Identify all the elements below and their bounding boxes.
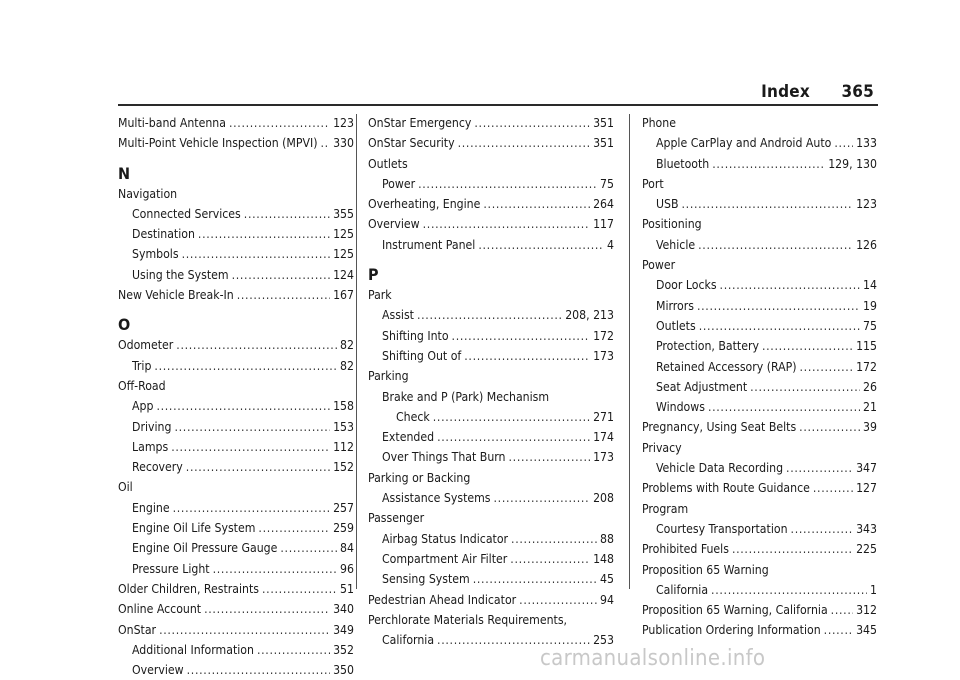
index-entry: [118, 417, 354, 437]
index-entry: [642, 336, 877, 356]
index-entry-label: Courtesy Transportation: [656, 521, 788, 536]
index-entry-label: Additional Information: [132, 642, 254, 657]
index-entry-label: Multi-Point Vehicle Inspection (MPVI): [118, 136, 318, 151]
index-entry-label: Compartment Air Filter: [382, 551, 508, 566]
dot-leader: [831, 600, 853, 620]
index-entry-label: Prohibited Fuels: [642, 542, 729, 557]
index-entry-label: Instrument Panel: [382, 237, 476, 252]
index-entry: [118, 437, 354, 457]
index-heading: Program: [642, 501, 689, 516]
index-heading: Positioning: [642, 217, 702, 232]
index-entry: [368, 488, 614, 508]
index-entry-label: Pedestrian Ahead Indicator: [368, 592, 517, 607]
dot-leader: [257, 640, 330, 660]
index-entry-label: USB: [656, 197, 679, 212]
dot-leader: [198, 224, 330, 244]
dot-leader: [417, 305, 562, 325]
dot-leader: [244, 204, 330, 224]
index-entry-page: 82: [340, 338, 354, 353]
index-entry-label: Shifting Out of: [382, 348, 462, 363]
dot-leader: [433, 407, 590, 427]
dot-leader: [437, 427, 590, 447]
index-entry: [118, 396, 354, 416]
index-entry: [642, 620, 877, 640]
index-entry-label: California: [656, 582, 709, 597]
index-entry: [118, 498, 354, 518]
index-entry-label: Lamps: [132, 439, 169, 454]
dot-leader: [720, 275, 861, 295]
index-entry-page: 45: [600, 572, 614, 587]
index-entry-page: 264: [593, 197, 614, 212]
index-entry-page: 75: [863, 318, 877, 333]
dot-leader: [173, 498, 330, 518]
dot-leader: [786, 458, 853, 478]
index-entry: [642, 316, 877, 336]
index-entry-page: 173: [593, 450, 614, 465]
index-entry-label: Assist: [382, 308, 414, 323]
index-entry-label: Using the System: [132, 267, 229, 282]
dot-leader: [182, 244, 331, 264]
index-entry: [368, 326, 614, 346]
index-heading: Perchlorate Materials Requirements,: [368, 612, 568, 627]
index-entry-label: Apple CarPlay and Android Auto: [656, 136, 832, 151]
index-entry: [118, 660, 354, 680]
dot-leader: [791, 519, 854, 539]
index-entry-page: 84: [340, 541, 354, 556]
index-entry: [642, 539, 877, 559]
index-entry: [642, 478, 877, 498]
index-entry-label: Airbag Status Indicator: [382, 531, 509, 546]
index-entry-page: 94: [600, 592, 614, 607]
index-entry: [118, 224, 354, 244]
index-entry-label: Extended: [382, 430, 435, 445]
index-entry: [118, 457, 354, 477]
index-entry-page: 350: [333, 663, 354, 678]
index-entry: [118, 559, 354, 579]
index-entry-label: Proposition 65 Warning, California: [642, 603, 828, 618]
header-rule: [118, 104, 878, 106]
index-entry-label: Symbols: [132, 247, 179, 262]
index-entry: [368, 529, 614, 549]
index-entry-label: Outlets: [656, 318, 696, 333]
dot-leader: [824, 620, 853, 640]
dot-leader: [494, 488, 591, 508]
index-entry: [118, 518, 354, 538]
index-entry: [368, 305, 614, 325]
index-entry-page: 312: [856, 603, 877, 618]
index-entry-page: 123: [856, 197, 877, 212]
index-heading: Navigation: [118, 186, 178, 201]
index-entry-page: 125: [333, 227, 354, 242]
index-entry-page: 117: [593, 217, 614, 232]
index-entry-page: 127: [856, 481, 877, 496]
index-heading: Phone: [642, 116, 676, 130]
dot-leader: [171, 437, 330, 457]
index-entry-page: 345: [856, 623, 877, 638]
index-entry-page: 172: [593, 328, 614, 343]
index-entry-page: 349: [333, 622, 354, 637]
dot-leader: [712, 154, 825, 174]
index-entry-page: 343: [856, 521, 877, 536]
index-entry: [642, 519, 877, 539]
index-entry-page: 173: [593, 348, 614, 363]
index-entry-page: 153: [333, 419, 354, 434]
index-entry-page: 82: [340, 358, 354, 373]
index-entry-label: Mirrors: [656, 298, 694, 313]
index-entry: [642, 275, 877, 295]
index-entry-label: Overview: [132, 663, 184, 678]
index-entry: [368, 194, 614, 214]
index-entry: [642, 600, 877, 620]
index-entry-page: 39: [863, 420, 877, 435]
index-entry: [118, 579, 354, 599]
dot-leader: [708, 397, 860, 417]
index-heading: Brake and P (Park) Mechanism: [382, 389, 550, 404]
index-entry-page: 351: [593, 136, 614, 151]
dot-leader: [750, 377, 860, 397]
index-entry-page: 152: [333, 460, 354, 475]
dot-leader: [213, 559, 337, 579]
index-entry: [118, 335, 354, 355]
dot-leader: [473, 569, 597, 589]
dot-leader: [813, 478, 853, 498]
index-heading: Privacy: [642, 440, 682, 455]
index-entry-label: Connected Services: [132, 206, 241, 221]
dot-leader: [458, 133, 590, 153]
dot-leader: [237, 285, 330, 305]
index-entry-page: 26: [863, 379, 877, 394]
dot-leader: [204, 599, 330, 619]
index-entry-page: 19: [863, 298, 877, 313]
index-entry-label: Bluetooth: [656, 156, 710, 171]
index-column-1: [118, 113, 354, 680]
section-title: Index: [761, 82, 810, 102]
index-entry-page: 174: [593, 430, 614, 445]
index-entry: [642, 377, 877, 397]
index-entry-label: Odometer: [118, 338, 174, 353]
dot-leader: [834, 133, 853, 153]
index-entry-page: 253: [593, 633, 614, 648]
dot-leader: [478, 235, 604, 255]
index-entry-page: 259: [333, 521, 354, 536]
index-column-3: [642, 113, 877, 641]
index-entry-label: Door Locks: [656, 278, 717, 293]
index-entry-page: 208, 213: [565, 308, 614, 323]
dot-leader: [262, 579, 337, 599]
index-heading: Off-Road: [118, 378, 166, 393]
index-entry-page: 257: [333, 500, 354, 515]
dot-leader: [232, 265, 331, 285]
dot-leader: [156, 396, 330, 416]
index-entry-label: Vehicle: [656, 237, 696, 252]
index-entry: [118, 133, 354, 153]
index-entry-page: 158: [333, 399, 354, 414]
index-heading: Port: [642, 176, 664, 191]
index-entry-label: Multi-band Antenna: [118, 116, 226, 130]
index-entry: [118, 265, 354, 285]
dot-leader: [321, 133, 331, 153]
index-entry: [118, 113, 354, 133]
index-entry-page: 96: [340, 561, 354, 576]
index-entry-page: 330: [333, 136, 354, 151]
dot-leader: [464, 346, 590, 366]
dot-leader: [519, 590, 597, 610]
dot-leader: [280, 538, 337, 558]
index-entry-label: Trip: [132, 358, 152, 373]
dot-leader: [418, 174, 597, 194]
index-entry: [642, 235, 877, 255]
index-entry-page: 125: [333, 247, 354, 262]
column-divider: [629, 114, 630, 589]
dot-leader: [697, 296, 860, 316]
dot-leader: [800, 357, 854, 377]
index-entry-label: Retained Accessory (RAP): [656, 359, 797, 374]
index-entry-page: 351: [593, 116, 614, 130]
index-entry-label: Destination: [132, 227, 195, 242]
page-header: [761, 82, 874, 102]
index-entry: [642, 397, 877, 417]
index-entry-label: OnStar Emergency: [368, 116, 472, 130]
dot-leader: [483, 194, 590, 214]
index-entry: [368, 590, 614, 610]
index-entry-label: New Vehicle Break-In: [118, 288, 234, 303]
dot-leader: [154, 356, 337, 376]
index-entry: [368, 346, 614, 366]
dot-leader: [474, 113, 590, 133]
index-entry-label: Engine Oil Life System: [132, 521, 256, 536]
index-entry-label: Windows: [656, 400, 705, 415]
index-entry-label: Overheating, Engine: [368, 197, 481, 212]
index-section-letter: N: [118, 163, 131, 183]
watermark: carmanualsonline.info: [540, 646, 766, 671]
index-heading: Power: [642, 258, 676, 273]
index-entry-page: 347: [856, 461, 877, 476]
dot-leader: [187, 660, 330, 680]
dot-leader: [711, 580, 867, 600]
index-entry-page: 208: [593, 491, 614, 506]
index-entry-page: 112: [333, 439, 354, 454]
index-entry-label: Seat Adjustment: [656, 379, 748, 394]
index-entry-page: 271: [593, 409, 614, 424]
dot-leader: [229, 113, 330, 133]
index-entry: [118, 356, 354, 376]
index-entry-label: Shifting Into: [382, 328, 449, 343]
index-entry: [642, 154, 877, 174]
index-entry: [368, 569, 614, 589]
index-entry-label: OnStar: [118, 622, 157, 637]
index-entry-label: Older Children, Restraints: [118, 581, 259, 596]
index-entry: [642, 133, 877, 153]
index-entry-page: 340: [333, 602, 354, 617]
dot-leader: [510, 549, 590, 569]
index-entry-label: App: [132, 399, 154, 414]
index-entry-label: Check: [396, 409, 430, 424]
index-entry-label: Publication Ordering Information: [642, 623, 821, 638]
index-entry-page: 124: [333, 267, 354, 282]
index-entry-page: 133: [856, 136, 877, 151]
index-entry: [118, 204, 354, 224]
dot-leader: [799, 417, 860, 437]
index-entry: [118, 620, 354, 640]
index-heading: Passenger: [368, 511, 425, 526]
index-heading: Park: [368, 288, 392, 303]
index-entry-label: Protection, Battery: [656, 339, 759, 354]
index-entry: [118, 538, 354, 558]
dot-leader: [511, 529, 597, 549]
column-divider: [356, 114, 357, 589]
index-entry-page: 75: [600, 176, 614, 191]
index-entry: [368, 235, 614, 255]
dot-leader: [699, 316, 860, 336]
index-heading: Oil: [118, 480, 133, 495]
index-entry-page: 1: [870, 582, 877, 597]
index-entry: [368, 133, 614, 153]
dot-leader: [762, 336, 853, 356]
index-entry: [642, 580, 877, 600]
index-entry-label: Sensing System: [382, 572, 470, 587]
index-entry: [642, 357, 877, 377]
index-entry: [368, 447, 614, 467]
index-entry-page: 14: [863, 278, 877, 293]
index-heading: Proposition 65 Warning: [642, 562, 769, 577]
index-entry: [368, 427, 614, 447]
dot-leader: [159, 620, 330, 640]
index-entry-label: Problems with Route Guidance: [642, 481, 810, 496]
index-entry: [118, 640, 354, 660]
index-entry-label: Recovery: [132, 460, 183, 475]
dot-leader: [174, 417, 330, 437]
index-entry-label: Assistance Systems: [382, 491, 491, 506]
index-entry: [642, 458, 877, 478]
index-entry-page: 126: [856, 237, 877, 252]
index-entry-page: 115: [856, 339, 877, 354]
dot-leader: [186, 457, 330, 477]
index-entry: [368, 113, 614, 133]
index-entry-label: Pressure Light: [132, 561, 210, 576]
index-entry-page: 172: [856, 359, 877, 374]
index-entry: [118, 244, 354, 264]
index-entry: [642, 194, 877, 214]
index-entry-page: 21: [863, 400, 877, 415]
index-heading: Outlets: [368, 156, 408, 171]
index-entry-page: 148: [593, 551, 614, 566]
index-entry-label: Pregnancy, Using Seat Belts: [642, 420, 797, 435]
index-entry: [368, 214, 614, 234]
index-entry-label: Online Account: [118, 602, 202, 617]
index-entry: [368, 549, 614, 569]
index-entry: [368, 174, 614, 194]
index-entry-label: Vehicle Data Recording: [656, 461, 784, 476]
index-entry-label: Power: [382, 176, 416, 191]
dot-leader: [698, 235, 853, 255]
index-section-letter: O: [118, 315, 131, 335]
index-entry-label: Overview: [368, 217, 420, 232]
index-entry-label: Engine: [132, 500, 170, 515]
index-entry-page: 129, 130: [828, 156, 877, 171]
index-entry-label: OnStar Security: [368, 136, 455, 151]
index-entry: [368, 407, 614, 427]
index-entry-label: Engine Oil Pressure Gauge: [132, 541, 278, 556]
index-entry: [642, 417, 877, 437]
index-entry-label: Driving: [132, 419, 172, 434]
index-entry-page: 123: [333, 116, 354, 130]
index-heading: Parking: [368, 369, 409, 384]
dot-leader: [509, 447, 591, 467]
index-column-2: [368, 113, 614, 650]
page-number: 365: [841, 82, 874, 102]
index-entry-page: 225: [856, 542, 877, 557]
dot-leader: [682, 194, 854, 214]
index-entry-label: California: [382, 633, 435, 648]
index-entry-page: 88: [600, 531, 614, 546]
index-entry: [118, 285, 354, 305]
index-entry-page: 167: [333, 288, 354, 303]
index-entry-label: Over Things That Burn: [382, 450, 506, 465]
dot-leader: [452, 326, 591, 346]
index-entry: [642, 296, 877, 316]
dot-leader: [423, 214, 590, 234]
dot-leader: [732, 539, 853, 559]
index-entry-page: 355: [333, 206, 354, 221]
index-entry-page: 352: [333, 642, 354, 657]
index-entry: [118, 599, 354, 619]
index-heading: Parking or Backing: [368, 470, 471, 485]
index-entry-page: 51: [340, 581, 354, 596]
index-section-letter: P: [368, 265, 379, 285]
dot-leader: [258, 518, 330, 538]
index-entry-page: 4: [607, 237, 614, 252]
dot-leader: [176, 335, 337, 355]
